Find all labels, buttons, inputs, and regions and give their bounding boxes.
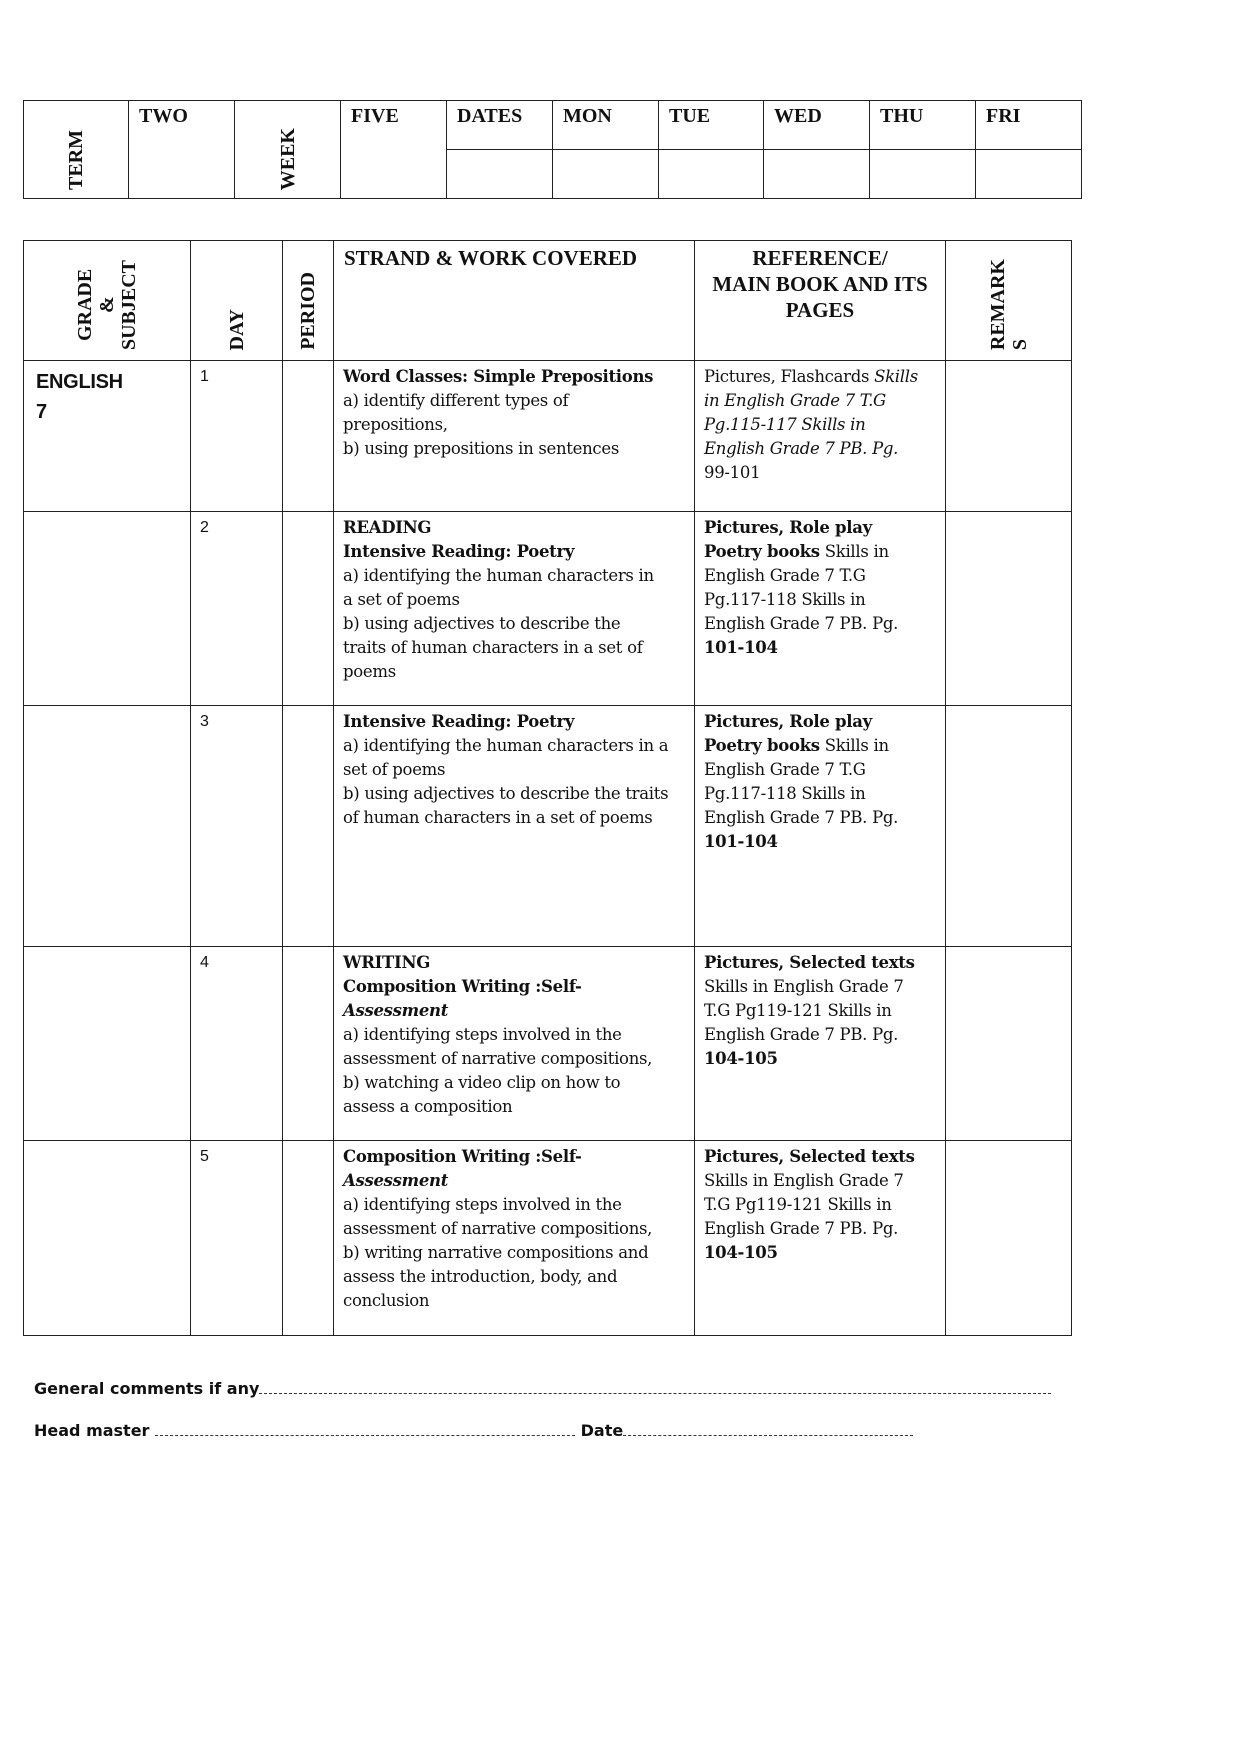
subject-cell	[24, 1141, 191, 1336]
grade-subject-header	[24, 241, 191, 361]
strand-line: set of poems	[343, 760, 446, 779]
subject-cell	[24, 512, 191, 706]
reference-line: Skills	[874, 367, 918, 386]
reference-line: Pictures, Selected texts	[704, 1147, 915, 1166]
subject-name: ENGLISH	[36, 371, 123, 393]
strand-line: a set of poems	[343, 590, 460, 609]
general-comments-label: General comments if any	[34, 1379, 260, 1398]
strand-line: a) identifying the human characters in	[343, 566, 654, 585]
reference-line: Skills in	[819, 736, 889, 755]
strand-line: poems	[343, 662, 396, 681]
reference-header-line: PAGES	[785, 298, 855, 322]
subject-cell	[24, 947, 191, 1141]
reference-line: T.G Pg119-121 Skills in	[704, 1001, 892, 1020]
strand-line: assess a composition	[343, 1097, 513, 1116]
reference-line: English Grade 7 T.G	[704, 566, 866, 585]
remarks-header-line: REMARK	[986, 258, 1009, 350]
strand-line: a) identifying the human characters in a	[343, 736, 669, 755]
table-row	[24, 947, 1072, 1141]
table-row	[24, 361, 1072, 512]
subject-cell	[24, 361, 191, 512]
reference-cell	[695, 512, 946, 706]
remarks-cell	[946, 361, 1072, 512]
scheme-of-work-table	[23, 240, 1072, 1336]
week-label-cell	[235, 101, 341, 199]
reference-line: Pictures, Role play	[704, 712, 872, 731]
strand-line: Composition Writing :Self-	[343, 1147, 582, 1166]
reference-cell	[695, 1141, 946, 1336]
strand-line: b) writing narrative compositions and	[343, 1243, 649, 1262]
reference-line: Pictures, Selected texts	[704, 953, 915, 972]
term-label: TERM	[65, 130, 87, 190]
reference-line: T.G Pg119-121 Skills in	[704, 1195, 892, 1214]
reference-line: English Grade 7 PB. Pg.	[704, 808, 899, 827]
strand-line: b) using adjectives to describe the	[343, 614, 621, 633]
period-cell	[283, 512, 334, 706]
reference-line: Pg.117-118 Skills in	[704, 784, 866, 803]
reference-line: English Grade 7 T.G	[704, 760, 866, 779]
general-comments-line	[34, 1379, 1051, 1398]
reference-cell	[695, 361, 946, 512]
strand-line: b) using adjectives to describe the traits	[343, 784, 669, 803]
strand-line: Composition Writing :Self-	[343, 977, 582, 996]
reference-line: Skills in English Grade 7	[704, 977, 904, 996]
subject-cell	[24, 706, 191, 947]
table-row	[24, 512, 1072, 706]
reference-cell	[695, 706, 946, 947]
head-master-field[interactable]	[155, 1421, 575, 1436]
day-cell: 3	[191, 706, 283, 947]
day-cell: 1	[191, 361, 283, 512]
date-cell-fri	[976, 150, 1082, 199]
strand-cell	[334, 361, 695, 512]
date-cell-thu	[870, 150, 976, 199]
reference-header	[695, 241, 946, 361]
table-row	[24, 706, 1072, 947]
head-master-line	[34, 1421, 913, 1440]
remarks-header-line: S	[1008, 338, 1031, 350]
dates-label: DATES	[447, 101, 553, 150]
strand-line: a) identifying steps involved in the	[343, 1025, 622, 1044]
period-cell	[283, 361, 334, 512]
grade-subject-header-line: &	[96, 296, 118, 314]
strand-line: WRITING	[343, 953, 431, 972]
strand-cell	[334, 512, 695, 706]
period-cell	[283, 706, 334, 947]
strand-cell	[334, 706, 695, 947]
reference-line: Poetry books	[704, 736, 820, 755]
week-label: WEEK	[276, 127, 299, 190]
reference-line: 101-104	[704, 832, 778, 851]
strand-line: READING	[343, 518, 432, 537]
day-cell: 5	[191, 1141, 283, 1336]
general-comments-field[interactable]	[259, 1379, 1051, 1394]
date-field[interactable]	[623, 1421, 913, 1436]
reference-header-line: REFERENCE/	[752, 246, 888, 270]
reference-line: English Grade 7 PB. Pg.	[704, 439, 899, 458]
reference-header-line: MAIN BOOK AND ITS	[712, 272, 928, 296]
week-value: FIVE	[341, 101, 447, 199]
strand-header: STRAND & WORK COVERED	[334, 241, 695, 361]
strand-line: Assessment	[343, 1001, 449, 1020]
day-label-thu: THU	[870, 101, 976, 150]
day-label-mon: MON	[553, 101, 659, 150]
head-master-label: Head master	[34, 1421, 150, 1440]
day-cell: 2	[191, 512, 283, 706]
reference-line: 101-104	[704, 638, 778, 657]
strand-line: a) identify different types of	[343, 391, 569, 410]
strand-cell	[334, 1141, 695, 1336]
strand-cell	[334, 947, 695, 1141]
period-cell	[283, 947, 334, 1141]
day-header-label: DAY	[225, 308, 248, 350]
strand-line: conclusion	[343, 1291, 430, 1310]
strand-line: assess the introduction, body, and	[343, 1267, 618, 1286]
reference-line: 104-105	[704, 1243, 778, 1262]
strand-line: b) watching a video clip on how to	[343, 1073, 621, 1092]
grade-subject-header-line: GRADE	[74, 268, 96, 342]
period-header	[283, 241, 334, 361]
period-cell	[283, 1141, 334, 1336]
reference-line: in English Grade 7 T.G	[704, 391, 886, 410]
day-label-wed: WED	[764, 101, 870, 150]
strand-line: Word Classes: Simple Prepositions	[343, 367, 654, 386]
strand-line: of human characters in a set of poems	[343, 808, 653, 827]
subject-grade: 7	[36, 401, 47, 423]
day-cell: 4	[191, 947, 283, 1141]
reference-line: Skills in English Grade 7	[704, 1171, 904, 1190]
reference-line: Poetry books	[704, 542, 820, 561]
day-label-tue: TUE	[659, 101, 764, 150]
reference-line: Pictures, Flashcards	[704, 367, 875, 386]
remarks-cell	[946, 706, 1072, 947]
date-cell-dates	[447, 150, 553, 199]
remarks-cell	[946, 512, 1072, 706]
strand-line: traits of human characters in a set of	[343, 638, 643, 657]
reference-line: Skills in	[819, 542, 889, 561]
remarks-cell	[946, 1141, 1072, 1336]
reference-line: Pg.117-118 Skills in	[704, 590, 866, 609]
reference-line: Pictures, Role play	[704, 518, 872, 537]
date-cell-mon	[553, 150, 659, 199]
reference-line: English Grade 7 PB. Pg.	[704, 1025, 899, 1044]
reference-line: Pg.115-117 Skills in	[704, 415, 866, 434]
reference-line: English Grade 7 PB. Pg.	[704, 1219, 899, 1238]
grade-subject-header-line: SUBJECT	[118, 259, 140, 350]
strand-line: prepositions,	[343, 415, 448, 434]
strand-line: Assessment	[343, 1171, 449, 1190]
reference-cell	[695, 947, 946, 1141]
strand-line: assessment of narrative compositions,	[343, 1219, 653, 1238]
strand-line: assessment of narrative compositions,	[343, 1049, 653, 1068]
strand-line: b) using prepositions in sentences	[343, 439, 619, 458]
period-header-label: PERIOD	[297, 272, 319, 350]
day-header	[191, 241, 283, 361]
strand-line: a) identifying steps involved in the	[343, 1195, 622, 1214]
strand-line: Intensive Reading: Poetry	[343, 712, 575, 731]
remarks-cell	[946, 947, 1072, 1141]
table-row	[24, 1141, 1072, 1336]
day-label-fri: FRI	[976, 101, 1082, 150]
date-cell-wed	[764, 150, 870, 199]
strand-line: Intensive Reading: Poetry	[343, 542, 575, 561]
remarks-header	[946, 241, 1072, 361]
term-week-table	[23, 100, 1082, 199]
reference-line: English Grade 7 PB. Pg.	[704, 614, 899, 633]
table-header-row	[24, 241, 1072, 361]
date-cell-tue	[659, 150, 764, 199]
term-value: TWO	[129, 101, 235, 199]
date-label: Date	[580, 1421, 624, 1440]
reference-line: 104-105	[704, 1049, 778, 1068]
reference-line: 99-101	[704, 463, 761, 482]
term-label-cell	[24, 101, 129, 199]
